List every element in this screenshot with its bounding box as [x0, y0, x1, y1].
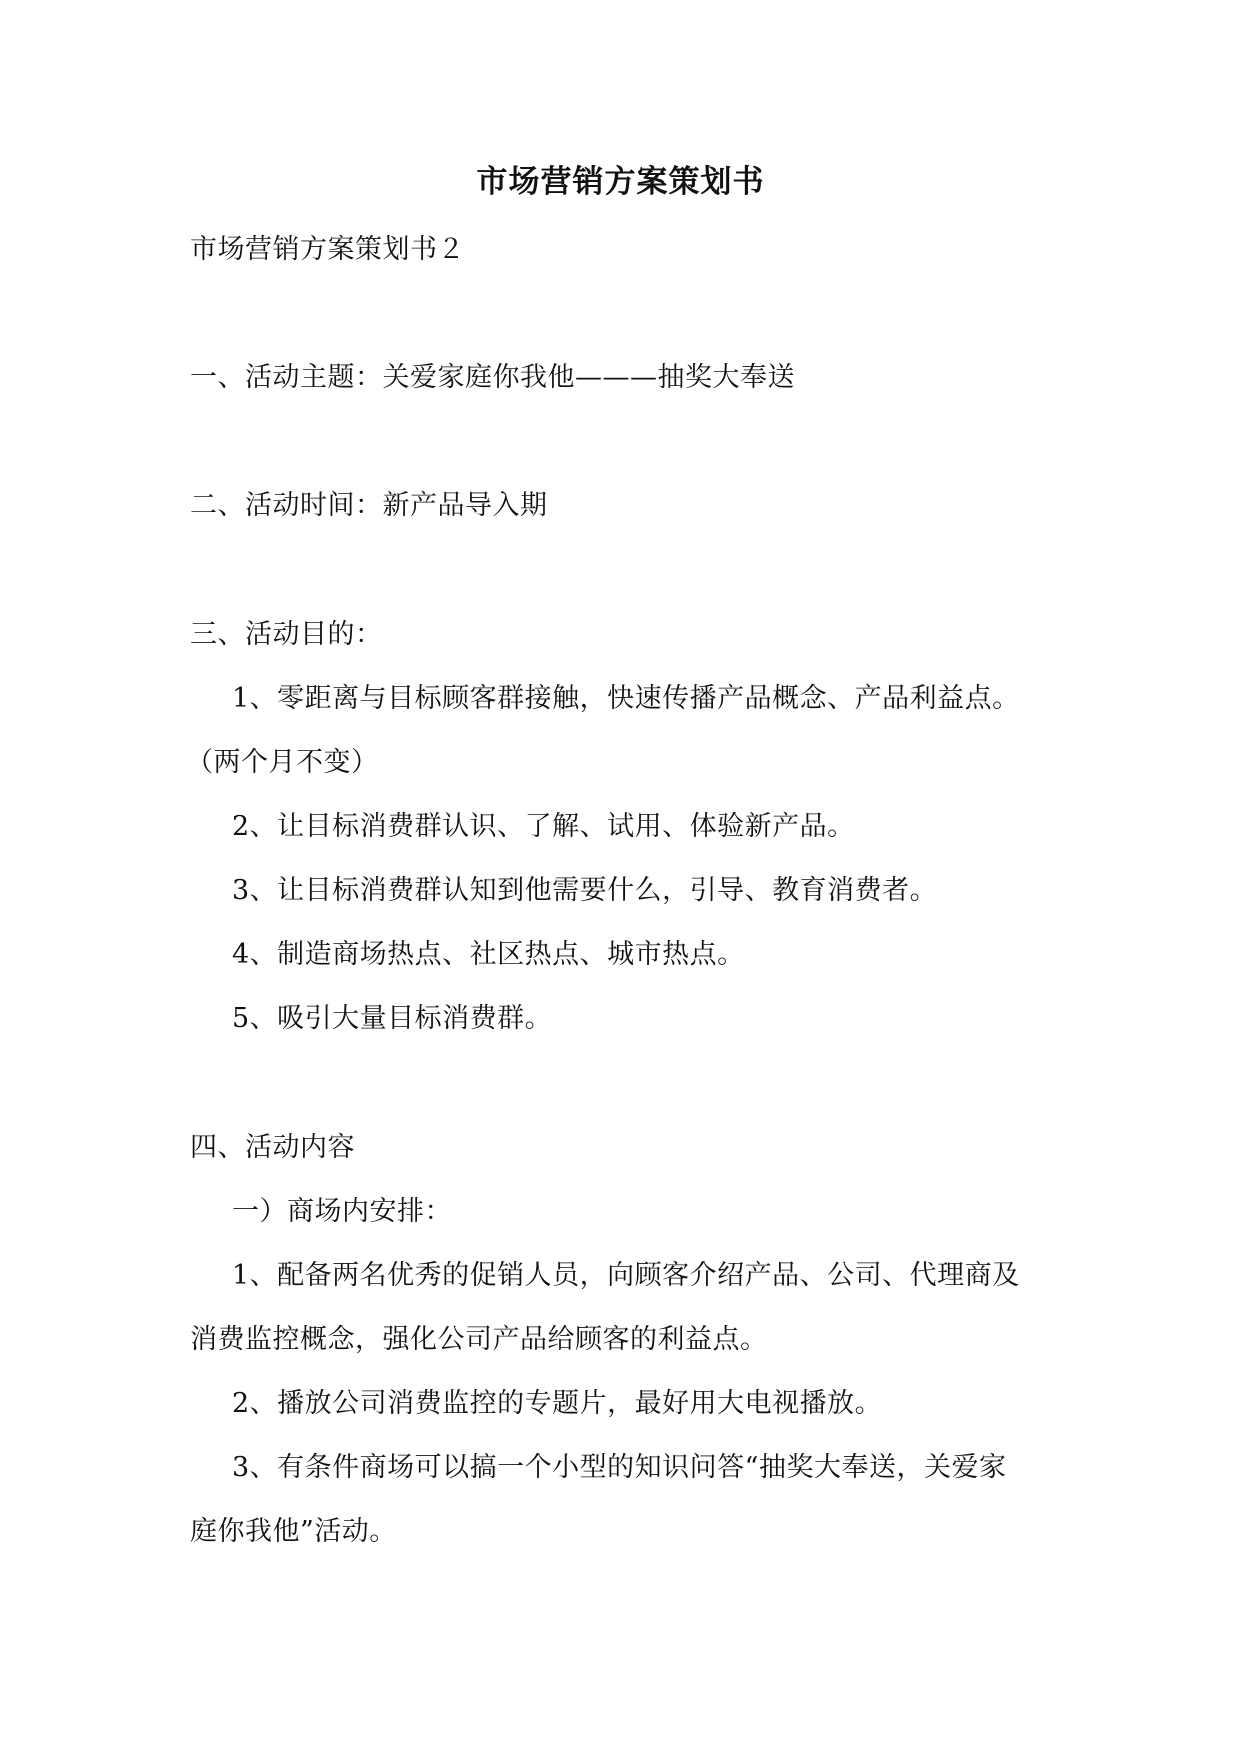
content-item-3-continued: 庭你我他”活动。	[190, 1516, 397, 1547]
purpose-item-4: 4、制造商场热点、社区热点、城市热点。	[232, 939, 745, 970]
purpose-item-3: 3、让目标消费群认知到他需要什么，引导、教育消费者。	[232, 875, 938, 906]
content-item-3: 3、有条件商场可以搞一个小型的知识问答“抽奖大奉送，关爱家	[232, 1452, 1007, 1483]
content-subheading-mall: 一）商场内安排：	[232, 1196, 452, 1227]
document-subtitle: 市场营销方案策划书２	[190, 234, 465, 265]
section-theme: 一、活动主题：关爱家庭你我他———抽奖大奉送	[190, 362, 795, 393]
purpose-item-2: 2、让目标消费群认识、了解、试用、体验新产品。	[232, 811, 855, 842]
purpose-item-5: 5、吸引大量目标消费群。	[232, 1003, 553, 1034]
content-item-2: 2、播放公司消费监控的专题片，最好用大电视播放。	[232, 1388, 883, 1419]
content-item-1: 1、配备两名优秀的促销人员，向顾客介绍产品、公司、代理商及	[232, 1260, 1020, 1291]
document-title: 市场营销方案策划书	[476, 164, 765, 200]
section-content-heading: 四、活动内容	[190, 1132, 355, 1163]
content-item-1-continued: 消费监控概念，强化公司产品给顾客的利益点。	[190, 1324, 768, 1355]
section-time: 二、活动时间：新产品导入期	[190, 490, 548, 521]
purpose-item-1-continued: （两个月不变）	[186, 747, 379, 778]
section-purpose-heading: 三、活动目的：	[190, 619, 383, 650]
purpose-item-1: 1、零距离与目标顾客群接触，快速传播产品概念、产品利益点。	[232, 683, 1020, 714]
